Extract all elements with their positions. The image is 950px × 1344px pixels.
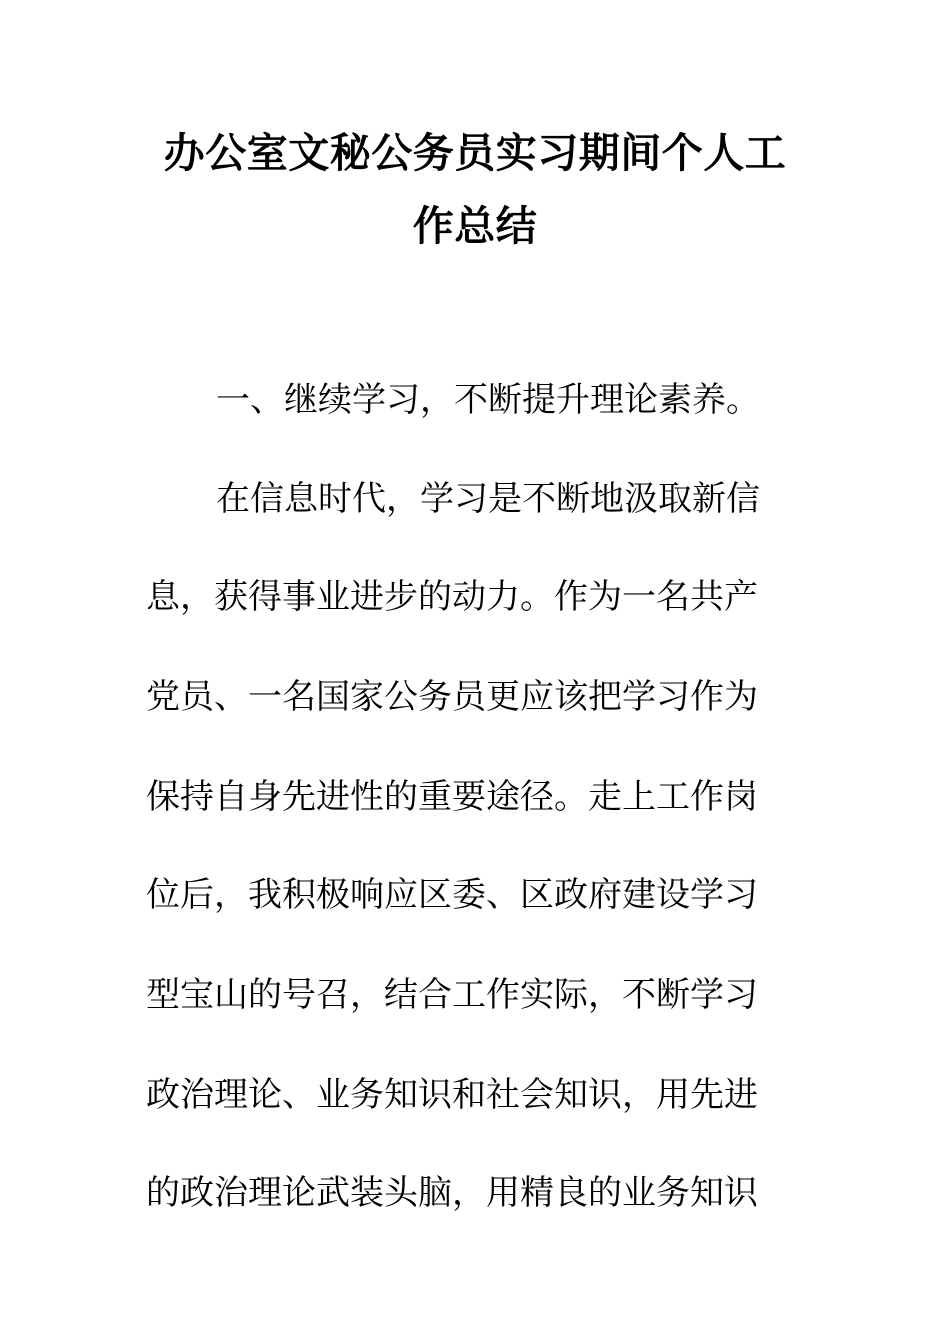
document-title-line-2: 作总结	[412, 202, 538, 250]
paragraph-line-2: 息，获得事业进步的动力。作为一名共产	[146, 577, 758, 617]
paragraph-line-3: 党员、一名国家公务员更应该把学习作为	[146, 677, 758, 717]
document-title-line-1: 办公室文秘公务员实习期间个人工	[163, 129, 787, 177]
paragraph-line-8: 的政治理论武装头脑，用精良的业务知识	[146, 1173, 758, 1213]
paragraph-line-5: 位后，我积极响应区委、区政府建设学习	[146, 875, 758, 915]
section-heading: 一、继续学习，不断提升理论素养。	[216, 380, 760, 420]
paragraph-line-6: 型宝山的号召，结合工作实际，不断学习	[146, 975, 758, 1015]
paragraph-line-1: 在信息时代，学习是不断地汲取新信	[216, 479, 760, 519]
paragraph-line-7: 政治理论、业务知识和社会知识，用先进	[146, 1075, 758, 1115]
paragraph-line-4: 保持自身先进性的重要途径。走上工作岗	[146, 777, 758, 817]
